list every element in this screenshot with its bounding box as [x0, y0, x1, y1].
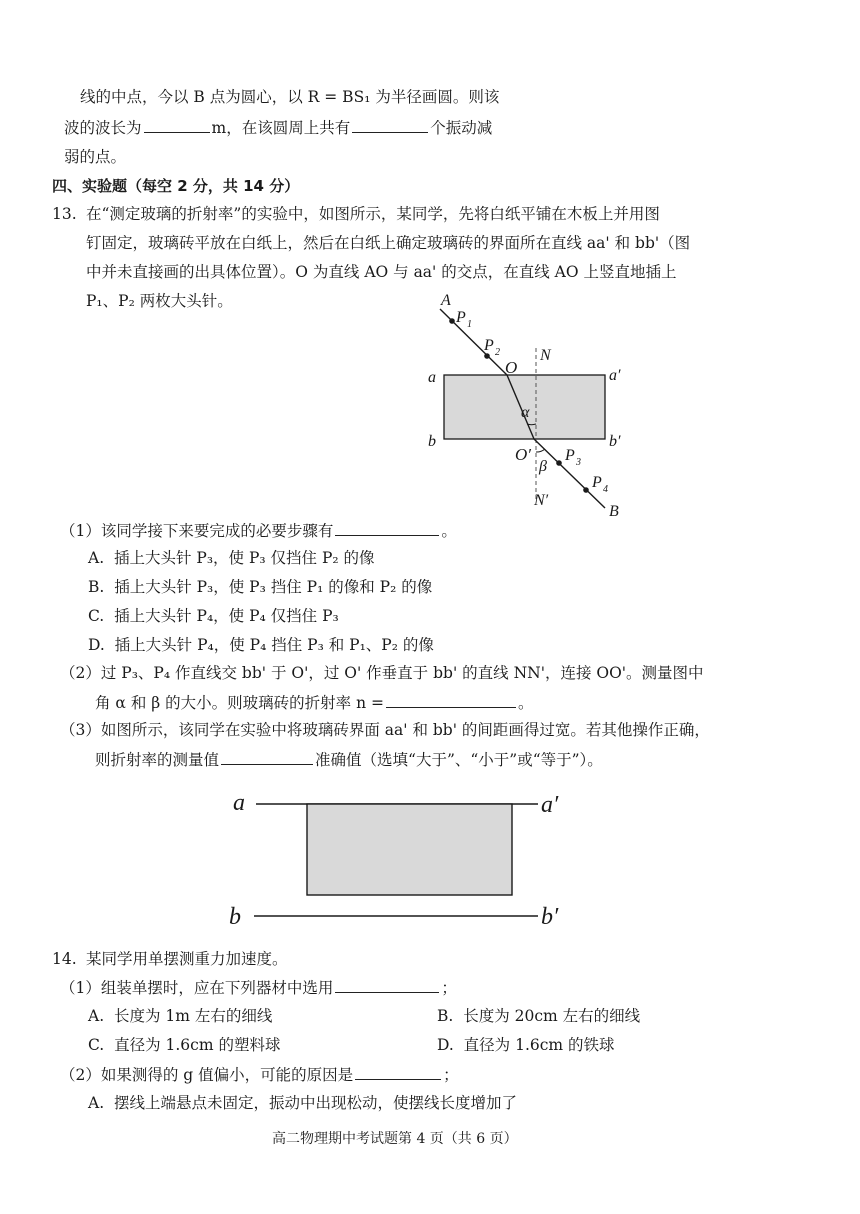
q13-sub2-line-1: （2）过 P₃、P₄ 作直线交 bb' 于 O'，过 O' 作垂直于 bb' 的直线 NN'，连接 OO'。测量图中 [60, 664, 704, 682]
option-text: 插上大头针 P₄，使 P₄ 挡住 P₃ 和 P₁、P₂ 的像 [114, 636, 434, 654]
label-b-prime: b′ [609, 433, 621, 450]
option-key: C. [88, 607, 105, 625]
label-O-prime: O′ [515, 445, 531, 464]
label-P3-sub: 3 [576, 457, 581, 468]
label-P2: P [484, 337, 494, 354]
q13-stem-3: 中并未直接画的出具体位置）。O 为直线 AO 与 aa' 的交点，在直线 AO 上竖直地插上 [86, 263, 677, 281]
option-text: 摆线上端悬点未固定，振动中出现松动，使摆线长度增加了 [113, 1094, 517, 1112]
label-O: O [505, 358, 518, 377]
fig2-label-a: a [233, 790, 245, 816]
q13-sub3-line-1: （3）如图所示，该同学在实验中将玻璃砖界面 aa' 和 bb' 的间距画得过宽。若其他操作正确， [60, 721, 710, 739]
q14-option-b [437, 1005, 640, 1027]
label-P1-sub: 1 [467, 319, 472, 330]
label-A: A [441, 292, 451, 309]
q13-sub3-text: 则折射率的测量值 [95, 751, 220, 769]
q13-stem-2: 钉固定，玻璃砖平放在白纸上，然后在白纸上确定玻璃砖的界面所在直线 aa' 和 bb'（图 [86, 234, 691, 252]
q14-sub2 [60, 1063, 459, 1086]
q14-sub2-blank[interactable] [355, 1063, 441, 1080]
option-text: 直径为 1.6cm 的铁球 [463, 1036, 615, 1054]
q14-option-d [437, 1034, 615, 1056]
q13-stem-1: 在“测定玻璃的折射率”的实验中，如图所示，某同学，先将白纸平铺在木板上并用图 [86, 205, 660, 223]
option-key: B. [88, 578, 105, 596]
option-text: 插上大头针 P₃，使 P₃ 挡住 P₁ 的像和 P₂ 的像 [114, 578, 433, 596]
option-text: 长度为 1m 左右的细线 [113, 1007, 273, 1025]
option-key: B. [437, 1007, 454, 1025]
page-footer: 高二物理期中考试题第 4 页（共 6 页） [272, 1131, 518, 1147]
label-P3: P [565, 447, 575, 464]
q14-sub1-text: （1）组装单摆时，应在下列器材中选用 [60, 979, 334, 997]
option-key: A. [88, 1007, 105, 1025]
q14-sub1-end: ； [441, 979, 457, 997]
q13-sub1-text: （1）该同学接下来要完成的必要步骤有 [60, 522, 334, 540]
option-key: C. [88, 1036, 105, 1054]
label-P2-sub: 2 [495, 347, 500, 358]
intro-line-2-c: 个振动减 [430, 119, 493, 137]
q14-number: 14. [52, 950, 77, 968]
q13-sub1-end: 。 [441, 522, 457, 540]
q14-option-c [88, 1034, 280, 1056]
option-text: 插上大头针 P₃，使 P₃ 仅挡住 P₂ 的像 [113, 549, 375, 567]
intro-line-2-a: 波的波长为 [64, 119, 142, 137]
q14-sub1-blank[interactable] [335, 976, 439, 993]
label-a-prime: a′ [609, 367, 621, 384]
q13-sub3-choices: 准确值（选填“大于”、“小于”或“等于”）。 [315, 751, 603, 769]
q14-stem: 某同学用单摆测重力加速度。 [86, 950, 288, 968]
label-alpha: α [521, 404, 530, 421]
label-N-prime: N′ [534, 492, 549, 509]
q14-sub2-option-a [88, 1092, 517, 1114]
intro-line-3: 弱的点。 [64, 148, 127, 166]
label-P4-sub: 4 [603, 484, 608, 495]
option-key: A. [88, 549, 105, 567]
q14-option-a [88, 1005, 272, 1027]
q14-sub1 [60, 976, 457, 999]
q13-sub2-text: 角 α 和 β 的大小。则玻璃砖的折射率 n = [95, 694, 384, 712]
label-P1: P [456, 309, 466, 326]
label-a: a [428, 369, 436, 386]
q13-sub2-end: 。 [517, 694, 534, 712]
option-key: D. [437, 1036, 454, 1054]
option-text: 长度为 20cm 左右的细线 [463, 1007, 641, 1025]
fig2-label-a-prime: a′ [541, 792, 559, 818]
option-key: A. [88, 1094, 105, 1112]
q14-sub2-end: ； [443, 1066, 459, 1084]
label-b: b [428, 433, 436, 450]
fig2-label-b: b [229, 904, 241, 930]
intro-line-1: 线的中点，今以 B 点为圆心，以 R = BS₁ 为半径画圆。则该 [80, 88, 500, 106]
label-beta: β [539, 458, 547, 475]
option-text: 直径为 1.6cm 的塑料球 [114, 1036, 281, 1054]
fig2-label-b-prime: b′ [541, 904, 559, 930]
q13-number: 13. [52, 205, 77, 223]
option-key: D. [88, 636, 105, 654]
option-text: 插上大头针 P₄，使 P₄ 仅挡住 P₃ [114, 607, 339, 625]
q14-sub2-text: （2）如果测得的 g 值偏小，可能的原因是 [60, 1066, 354, 1084]
glass-block-2 [307, 804, 512, 895]
intro-line-2-b: m，在该圆周上共有 [211, 119, 351, 137]
label-N: N [540, 347, 551, 364]
section-4-heading: 四、实验题（每空 2 分，共 14 分） [52, 177, 300, 195]
label-P4: P [592, 474, 602, 491]
label-B: B [609, 503, 619, 520]
q13-stem-4: P₁、P₂ 两枚大头针。 [86, 292, 233, 310]
